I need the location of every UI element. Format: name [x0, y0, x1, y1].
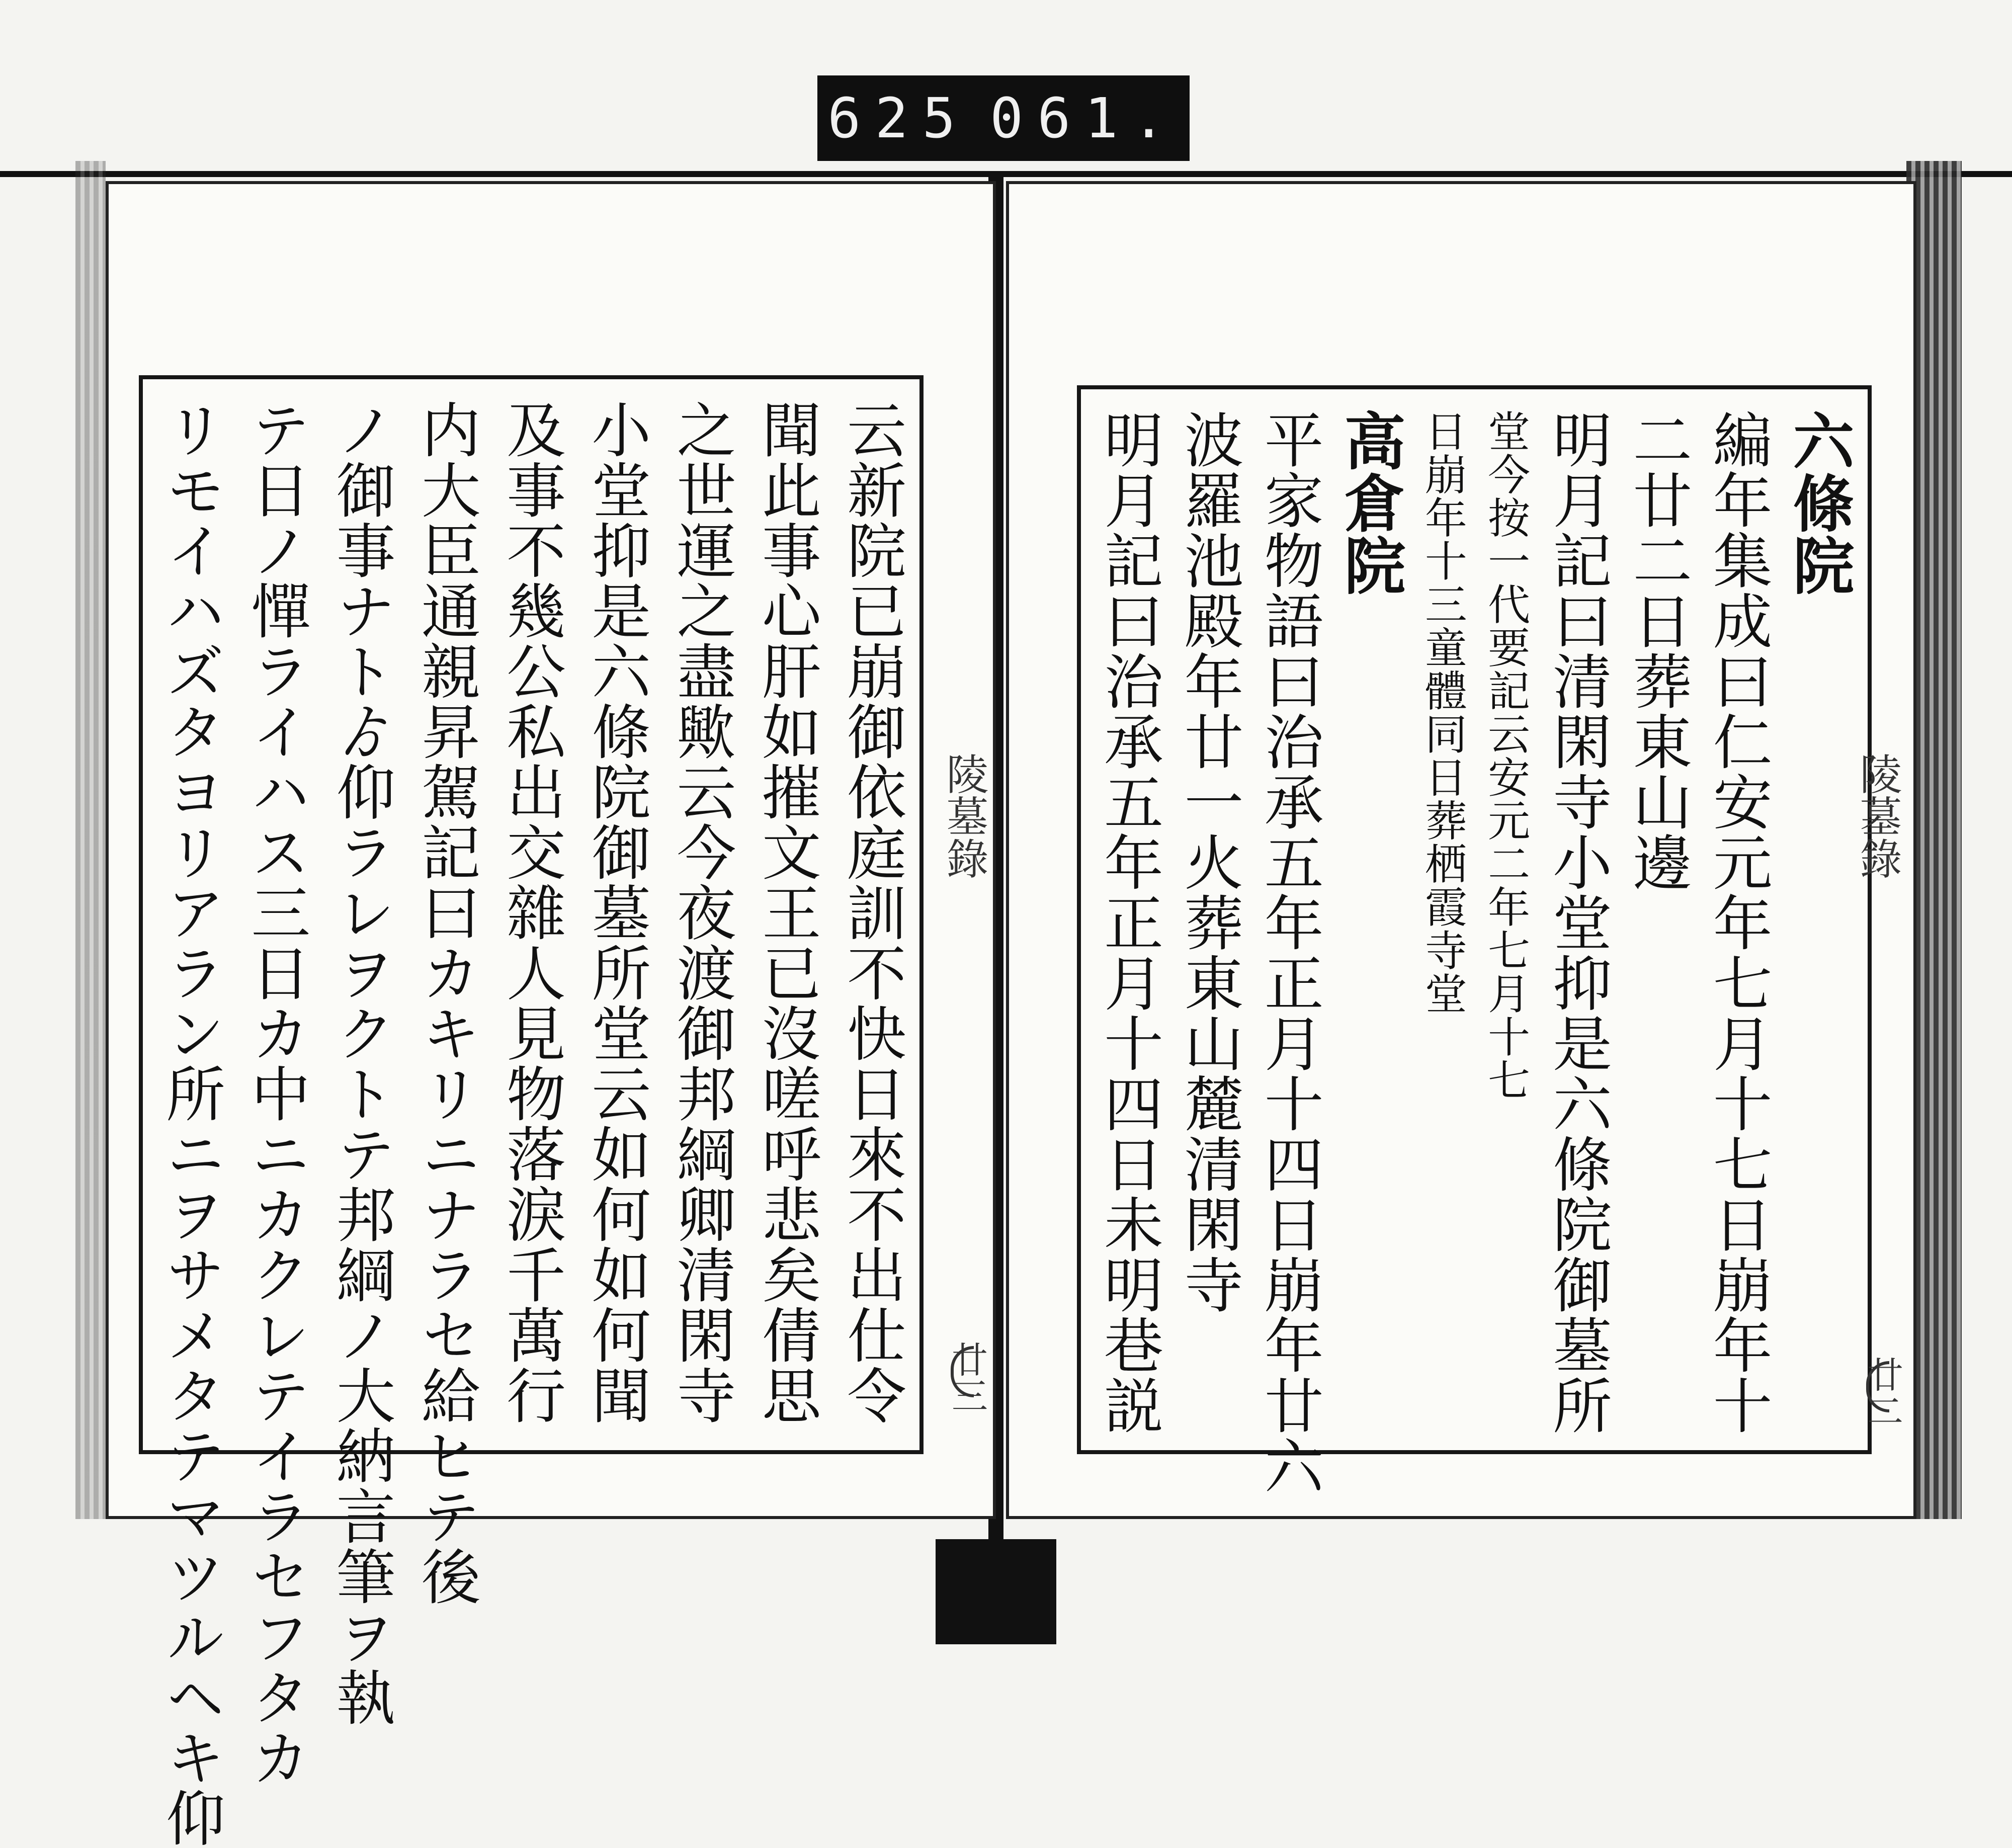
margin-title: 陵墓錄 — [940, 752, 989, 879]
page-edge-stack-left — [75, 161, 106, 1519]
text-column: 及事不幾公私出交雜人見物落淚千萬行 — [496, 399, 566, 1425]
text-column: 波羅池殿年廿一火葬東山麓清閑寺 — [1174, 409, 1244, 1315]
top-bar — [0, 171, 2012, 177]
annotation-column: 堂今按一代要記云安元二年七月十七 — [1481, 409, 1531, 1102]
page-folio: 廿二 — [1861, 1356, 1903, 1429]
text-column: ノ御事ナトゟ仰ラレヲクトテ邦綱ノ大納言筆ヲ執 — [326, 399, 396, 1727]
section-heading: 高倉院 — [1333, 409, 1406, 597]
reel-number: 625 — [827, 86, 970, 150]
right-page — [1006, 181, 1916, 1519]
text-column: 明月記曰治承五年正月十四日未明巷説 — [1094, 409, 1163, 1436]
microfilm-frame-number — [817, 75, 1190, 161]
annotation-column: 日崩年十三童體同日葬栖霞寺堂 — [1418, 409, 1468, 1015]
left-text-columns — [156, 399, 906, 1848]
frame-number: 061. — [989, 86, 1180, 150]
text-column: 明月記曰清閑寺小堂抑是六條院御墓所 — [1542, 409, 1612, 1436]
right-text-columns — [1094, 409, 1855, 1496]
text-column: 之世運之盡歟云今夜渡御邦綱卿清閑寺 — [666, 399, 736, 1425]
text-column: 聞此事心肝如摧文王已沒嗟呼悲矣倩思 — [751, 399, 821, 1425]
text-column: テ日ノ憚ライハス三日カ中ニカクレテイラセフタカ — [241, 399, 311, 1788]
text-column: 編年集成曰仁安元年七月十七日崩年十 — [1703, 409, 1773, 1436]
page-folio: 廿三 — [946, 1341, 988, 1413]
left-page — [106, 181, 996, 1848]
binding-clamp — [936, 1539, 1056, 1644]
text-column: 小堂抑是六條院御墓所堂云如何如何聞 — [581, 399, 651, 1425]
text-column: 平家物語曰治承五年正月十四日崩年廿六 — [1254, 409, 1324, 1496]
section-heading: 六條院 — [1782, 409, 1855, 597]
right-text-frame — [1077, 385, 1872, 1496]
left-text-frame — [139, 375, 924, 1848]
margin-title: 陵墓錄 — [1853, 752, 1902, 879]
text-column: 云新院已崩御依庭訓不快日來不出仕令 — [837, 399, 906, 1425]
text-column: 内大臣通親昇駕記曰カキリニナラセ給ヒテ後 — [411, 399, 481, 1607]
text-column: リモイハズタヨリアラン所ニヲサメタテマツルヘキ仰 — [156, 399, 225, 1848]
text-column: 二廿二日葬東山邊 — [1623, 409, 1693, 892]
